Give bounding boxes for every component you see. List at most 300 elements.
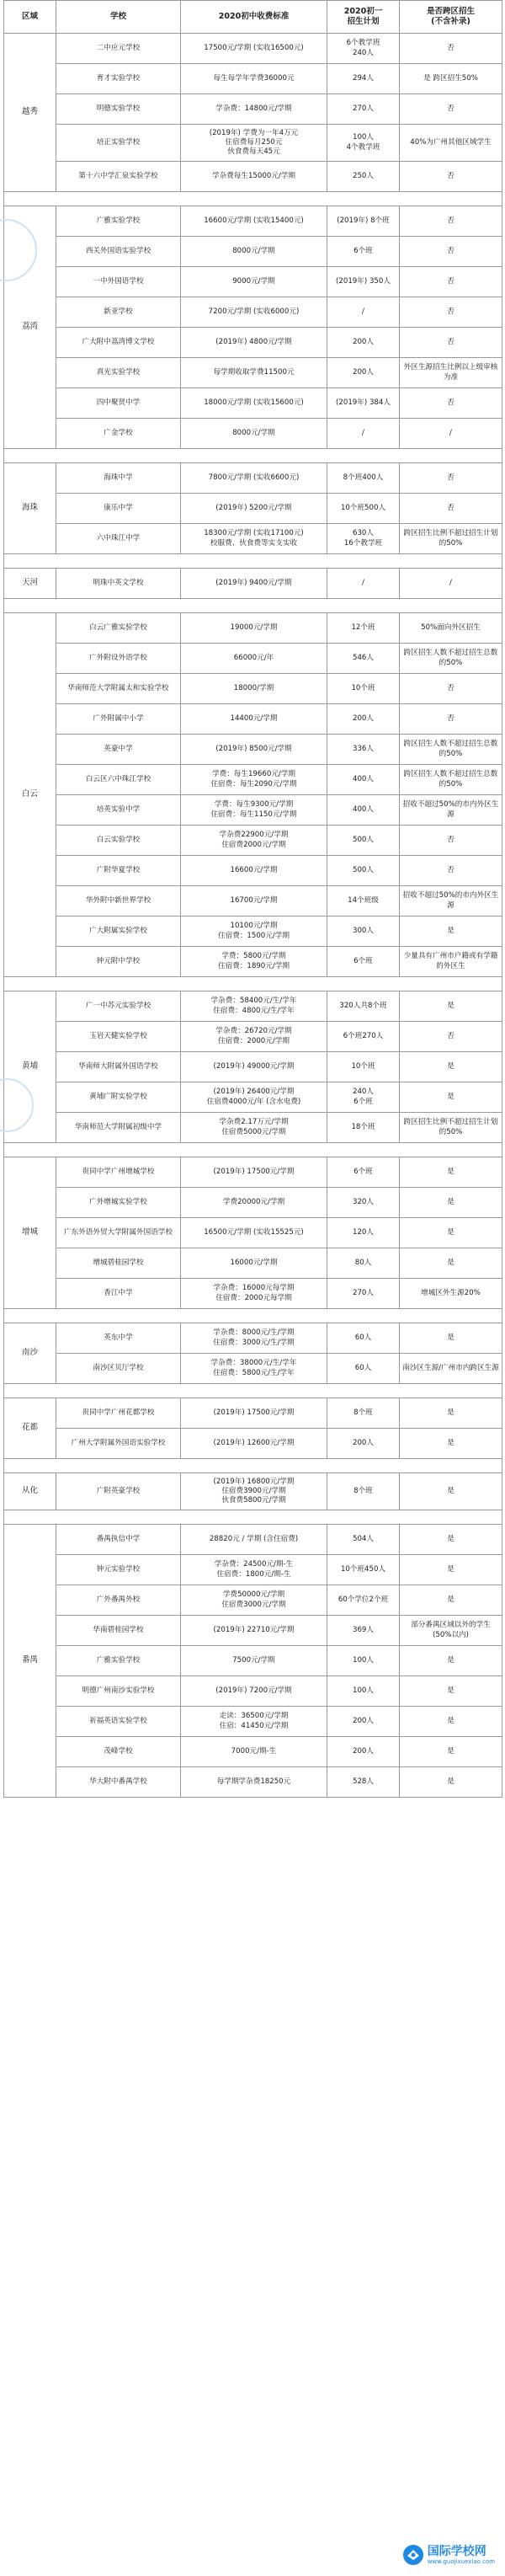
fee-cell: 28820元 / 学期 (含住宿费) [181,1525,327,1555]
separator-cell [4,192,502,206]
school-cell: 华南师范大学附属初级中学 [56,1113,181,1143]
table-row [4,991,502,1022]
group-separator-row [4,449,502,463]
plan-cell: 100人 [327,1676,400,1707]
fee-cell: 17500元/学期 (实收16500元) [181,34,327,64]
cross-district-cell: 否 [400,328,502,358]
cross-district-cell: 50%面向外区招生 [400,613,502,644]
table-row [4,1354,502,1384]
cross-district-cell: 招收不超过50%的市内外区生源 [400,886,502,917]
watermark-logo-icon [402,2544,424,2566]
school-cell: 白云实验学校 [56,826,181,856]
table-row [4,1248,502,1279]
fee-cell: (2019年) 8500元/学期 [181,735,327,765]
school-cell: 贵同中学广州增城学校 [56,1157,181,1188]
cross-district-cell: 是 [400,1555,502,1585]
plan-cell: 369人 [327,1616,400,1646]
plan-cell: 270人 [327,94,400,125]
group-separator-row [4,1510,502,1525]
table-row [4,735,502,765]
table-row [4,388,502,419]
cross-district-cell: 跨区招生人数不超过招生总数的50% [400,765,502,795]
fee-cell: 学杂费：58400元/生/学年 住宿费：4800元/生/学年 [181,991,327,1022]
plan-cell: 630人 16个教学班 [327,524,400,554]
cross-district-cell: 是 [400,1052,502,1082]
table-row [4,94,502,125]
fee-cell: 学杂费：16000元每学期 住宿费：2000元每学期 [181,1279,327,1309]
school-cell: 真光实验学校 [56,358,181,388]
school-cell: 广雅实验学校 [56,1646,181,1676]
plan-cell: 240人 6个班 [327,1082,400,1113]
plan-cell: 100人 [327,1646,400,1676]
school-cell: 英东中学 [56,1323,181,1354]
fee-cell: 学费20000元/学期 [181,1188,327,1218]
fee-cell: 7000元/期-生 [181,1737,327,1767]
table-row [4,1616,502,1646]
separator-cell [4,977,502,991]
fee-cell: 学杂费2.17万元/学期 住宿费5000元/学期 [181,1113,327,1143]
school-cell: 黄埔广附实验学校 [56,1082,181,1113]
cross-district-cell: 跨区招生比例不超过招生计划的50% [400,1113,502,1143]
school-cell: 广一中苏元实验学校 [56,991,181,1022]
plan-cell: 10个班 [327,1052,400,1082]
fee-cell: 每学期学杂费18250元 [181,1767,327,1798]
cross-district-cell: 是 [400,917,502,947]
table-row [4,1052,502,1082]
table-row [4,886,502,917]
fee-cell: 16000元/学期 [181,1248,327,1279]
school-cell: 六中珠江中学 [56,524,181,554]
cross-district-cell: 南沙区生源/广州市内跨区生源 [400,1354,502,1384]
cross-district-cell: 是 [400,1157,502,1188]
cross-district-cell: 是 [400,1398,502,1429]
separator-cell [4,1510,502,1525]
table-row [4,328,502,358]
fee-cell: 8000元/学期 [181,419,327,449]
school-cell: 新亚学校 [56,297,181,328]
table-row [4,1676,502,1707]
plan-cell: 200人 [327,358,400,388]
cross-district-cell: 是 [400,1082,502,1113]
cross-district-cell: 跨区招生人数不超过招生总数的50% [400,735,502,765]
table-row [4,644,502,674]
table-row [4,524,502,554]
cross-district-cell: 否 [400,94,502,125]
plan-cell: 100人 4个教学班 [327,125,400,162]
plan-cell: 6个教学班 240人 [327,34,400,64]
school-cell: 钟元实验学校 [56,1555,181,1585]
district-cell: 花都 [4,1398,56,1459]
table-row [4,826,502,856]
plan-cell: / [327,419,400,449]
group-separator-row [4,192,502,206]
plan-cell: 8个班 [327,1473,400,1510]
table-body [4,34,502,1798]
fee-cell: 14400元/学期 [181,704,327,735]
cross-district-cell: 否 [400,237,502,267]
school-cell: 二中应元学校 [56,34,181,64]
cross-district-cell: 否 [400,674,502,704]
fee-cell: 7200元/学期 (实收6000元) [181,297,327,328]
school-cell: 培英实验中学 [56,795,181,826]
table-row [4,1737,502,1767]
school-cell: 海珠中学 [56,463,181,494]
cross-district-cell: 是 跨区招生50% [400,64,502,94]
school-cell: 香江中学 [56,1279,181,1309]
fee-cell: 学杂费：38000元/生/学年 住宿费：5800元/生/学年 [181,1354,327,1384]
plan-cell: 320人 [327,1188,400,1218]
plan-cell: 200人 [327,1707,400,1737]
table-row [4,1555,502,1585]
table-row [4,297,502,328]
table-row [4,237,502,267]
table-row [4,1279,502,1309]
school-cell: 广大附中荔湾博文学校 [56,328,181,358]
cross-district-cell: 是 [400,1707,502,1737]
plan-cell: 60人 [327,1323,400,1354]
table-row [4,1525,502,1555]
cross-district-cell: 跨区招生比例不超过招生计划的50% [400,524,502,554]
header-cross-district: 是否跨区招生 (不含补录) [400,1,502,34]
table-row [4,267,502,297]
plan-cell: 200人 [327,1429,400,1459]
plan-cell: 120人 [327,1218,400,1248]
table-row [4,765,502,795]
fee-cell: 学杂费：8000元/生/学期 住宿费：3000元/生/学期 [181,1323,327,1354]
plan-cell: 300人 [327,917,400,947]
fee-cell: 学费50000元/学期 住宿费3000元/学期 [181,1585,327,1616]
watermark [397,2542,500,2568]
plan-cell: (2019年) 350人 [327,267,400,297]
fee-cell: (2019年) 5200元/学期 [181,494,327,524]
plan-cell: (2019年) 384人 [327,388,400,419]
school-cell: 华南碧桂园学校 [56,1616,181,1646]
school-cell: 广外增城实验学校 [56,1188,181,1218]
group-separator-row [4,1143,502,1157]
plan-cell: 270人 [327,1279,400,1309]
table-row [4,1022,502,1052]
cross-district-cell: 否 [400,463,502,494]
school-cell: 育才实验学校 [56,64,181,94]
cross-district-cell: 少量具有广州市户籍或有学籍的外区生 [400,947,502,977]
fee-cell: 18000元/学期 (实收15600元) [181,388,327,419]
table-row [4,1113,502,1143]
fee-cell: 学杂费：24500元/期-生 住宿费：1800元/期-生 [181,1555,327,1585]
fee-cell: 9000元/学期 [181,267,327,297]
cross-district-cell: 外区生源招生比例以上级审核为准 [400,358,502,388]
school-cell: 白云广雅实验学校 [56,613,181,644]
cross-district-cell: 40%为广州其他区域学生 [400,125,502,162]
separator-cell [4,1459,502,1473]
district-cell: 越秀 [4,34,56,192]
table-row [4,64,502,94]
school-cell: 贵同中学广州花都学校 [56,1398,181,1429]
school-cell: 钟元附中学校 [56,947,181,977]
table-row [4,358,502,388]
fee-cell: 19000元/学期 [181,613,327,644]
cross-district-cell: 否 [400,34,502,64]
table-row [4,162,502,192]
table-row [4,947,502,977]
school-cell: 广外附属中小学 [56,704,181,735]
table-row [4,1429,502,1459]
school-cell: 康乐中学 [56,494,181,524]
school-cell: 广州大学附属外国语实验学校 [56,1429,181,1459]
table-row [4,1218,502,1248]
school-cell: 明德实验学校 [56,94,181,125]
fee-cell: (2019年) 7200元/学期 [181,1676,327,1707]
school-cell: 明珠中英文学校 [56,569,181,599]
fee-cell: 走读：36500元/学期 住宿：41450元/学期 [181,1707,327,1737]
fee-cell: 16500元/学期 (实收15525元) [181,1218,327,1248]
plan-cell: 10个班500人 [327,494,400,524]
fee-cell: 16600元/学期 (实收15400元) [181,206,327,237]
table-row [4,1323,502,1354]
cross-district-cell: 是 [400,1767,502,1798]
fee-cell: (2019年) 学费为一年4万元 住宿费每月250元 伙食费每天45元 [181,125,327,162]
plan-cell: 294人 [327,64,400,94]
school-cell: 培正实验学校 [56,125,181,162]
group-separator-row [4,1309,502,1323]
table-row [4,1585,502,1616]
fee-cell: (2019年) 9400元/学期 [181,569,327,599]
plan-cell: 500人 [327,856,400,886]
cross-district-cell: 是 [400,1737,502,1767]
district-cell: 番禺 [4,1525,56,1798]
fee-cell: 学杂费：26720元/学期 住宿费：2000元/学期 [181,1022,327,1052]
cross-district-cell: 是 [400,1525,502,1555]
district-cell: 黄埔 [4,991,56,1143]
school-cell: 四中聚贤中学 [56,388,181,419]
school-cell: 第十六中学汇泉实验学校 [56,162,181,192]
fee-cell: 学费：每生19660元/学期 住宿费：每生2090元/学期 [181,765,327,795]
table-row [4,1188,502,1218]
cross-district-cell: 否 [400,826,502,856]
table-row [4,1707,502,1737]
group-separator-row [4,554,502,569]
fee-cell: (2019年) 17500元/学期 [181,1398,327,1429]
plan-cell: (2019年) 8个班 [327,206,400,237]
plan-cell: 6个班 [327,237,400,267]
fee-cell: 学杂费：14800元/学期 [181,94,327,125]
plan-cell: 500人 [327,826,400,856]
school-cell: 华南师范大学附属太和实验学校 [56,674,181,704]
school-cell: 广附英豪学校 [56,1473,181,1510]
cross-district-cell: 跨区招生人数不超过招生总数的50% [400,644,502,674]
cross-district-cell: 是 [400,1188,502,1218]
plan-cell: 320人共8个班 [327,991,400,1022]
school-cell: 华南师大附属外国语学校 [56,1052,181,1082]
school-cell: 英豪中学 [56,735,181,765]
fee-cell: (2019年) 4800元/学期 [181,328,327,358]
school-cell: 祈福英语实验学校 [56,1707,181,1737]
table-row [4,34,502,64]
school-fee-table [3,0,502,1798]
cross-district-cell: 否 [400,206,502,237]
school-cell: 南沙区贝厅学校 [56,1354,181,1384]
cross-district-cell: 是 [400,1323,502,1354]
table-row [4,917,502,947]
school-cell: 广金学校 [56,419,181,449]
plan-cell: 200人 [327,704,400,735]
group-separator-row [4,1459,502,1473]
plan-cell: 400人 [327,765,400,795]
plan-cell: 8个班400人 [327,463,400,494]
school-cell: 广外番禺外校 [56,1585,181,1616]
table-row [4,125,502,162]
separator-cell [4,449,502,463]
district-cell: 南沙 [4,1323,56,1384]
cross-district-cell: 否 [400,162,502,192]
cross-district-cell: 是 [400,1429,502,1459]
plan-cell: 400人 [327,795,400,826]
cross-district-cell: 否 [400,1022,502,1052]
fee-cell: (2019年) 49000元/学期 [181,1052,327,1082]
table-row [4,569,502,599]
fee-cell: 每学期收取学费11500元 [181,358,327,388]
fee-cell: 学费：每生9300元/学期 住宿费：每生1150元/学期 [181,795,327,826]
cross-district-cell: 否 [400,297,502,328]
table-header-row [4,1,502,34]
plan-cell: 60个学位2个班 [327,1585,400,1616]
separator-cell [4,554,502,569]
table-row [4,1398,502,1429]
cross-district-cell: 部分番禺区域以外的学生(50%以内) [400,1616,502,1646]
fee-cell: (2019年) 17500元/学期 [181,1157,327,1188]
header-school: 学校 [56,1,181,34]
plan-cell: / [327,569,400,599]
school-cell: 华大附中番禺学校 [56,1767,181,1798]
fee-cell: (2019年) 26400元/学期 住宿费4000元/年 (含水电费) [181,1082,327,1113]
table-row [4,494,502,524]
plan-cell: / [327,297,400,328]
school-cell: 白云区六中珠江学校 [56,765,181,795]
cross-district-cell: 是 [400,1646,502,1676]
group-separator-row [4,977,502,991]
plan-cell: 12个班 [327,613,400,644]
separator-cell [4,1384,502,1398]
cross-district-cell: 否 [400,388,502,419]
fee-cell: 66000元/年 [181,644,327,674]
cross-district-cell: 增城区外生源20% [400,1279,502,1309]
cross-district-cell: 否 [400,267,502,297]
cross-district-cell: / [400,569,502,599]
header-fee: 2020初中收费标准 [181,1,327,34]
table-row [4,1646,502,1676]
school-cell: 华外附中新世界学校 [56,886,181,917]
school-cell: 西关外国语实验学校 [56,237,181,267]
separator-cell [4,599,502,613]
plan-cell: 14个班级 [327,886,400,917]
plan-cell: 10个班 [327,674,400,704]
fee-cell: 每生每学年学费36000元 [181,64,327,94]
fee-cell: (2019年) 22710元/学期 [181,1616,327,1646]
fee-cell: 16600元/学期 [181,856,327,886]
cross-district-cell: 是 [400,1473,502,1510]
watermark-name: 国际学校网 [427,2544,486,2558]
plan-cell: 336人 [327,735,400,765]
table-row [4,795,502,826]
school-cell: 番禺执信中学 [56,1525,181,1555]
table-row [4,613,502,644]
plan-cell: 60人 [327,1354,400,1384]
school-cell: 广外附设外语学校 [56,644,181,674]
table-row [4,419,502,449]
fee-cell: 学杂费每生15000元/学期 [181,162,327,192]
separator-cell [4,1309,502,1323]
table-row [4,1082,502,1113]
district-cell: 天河 [4,569,56,599]
fee-cell: 学费：5800元/学期 住宿费：1890元/学期 [181,947,327,977]
table-row [4,704,502,735]
plan-cell: 6个班 [327,947,400,977]
fee-cell: 8000元/学期 [181,237,327,267]
table-row [4,1473,502,1510]
plan-cell: 80人 [327,1248,400,1279]
fee-cell: 学杂费22900元/学期 住宿费2000元/学期 [181,826,327,856]
school-cell: 广附华夏学校 [56,856,181,886]
plan-cell: 250人 [327,162,400,192]
plan-cell: 10个班450人 [327,1555,400,1585]
school-cell: 广雅实验学校 [56,206,181,237]
cross-district-cell: 是 [400,1248,502,1279]
school-cell: 广东外语外贸大学附属外国语学校 [56,1218,181,1248]
fee-cell: 10100元/学期 住宿费：1500元/学期 [181,917,327,947]
watermark-domain: www.guojixuexiao.com [427,2557,495,2565]
cross-district-cell: / [400,419,502,449]
school-cell: 一中外国语学校 [56,267,181,297]
school-cell: 增城碧桂园学校 [56,1248,181,1279]
fee-cell: (2019年) 12600元/学期 [181,1429,327,1459]
table-row [4,674,502,704]
plan-cell: 528人 [327,1767,400,1798]
group-separator-row [4,599,502,613]
district-cell: 海珠 [4,463,56,554]
cross-district-cell: 是 [400,991,502,1022]
table-row [4,856,502,886]
school-cell: 广大附属实验学校 [56,917,181,947]
cross-district-cell: 否 [400,704,502,735]
district-cell: 荔湾 [4,206,56,449]
cross-district-cell: 是 [400,1218,502,1248]
district-cell: 白云 [4,613,56,977]
plan-cell: 6个班270人 [327,1022,400,1052]
table-row [4,1767,502,1798]
plan-cell: 6个班 [327,1157,400,1188]
fee-cell: 18000/学期 [181,674,327,704]
plan-cell: 504人 [327,1525,400,1555]
cross-district-cell: 否 [400,856,502,886]
fee-cell: 18300元/学期 (实收17100元) 校服费、伙食费等实支实收 [181,524,327,554]
cross-district-cell: 否 [400,494,502,524]
cross-district-cell: 是 [400,1676,502,1707]
school-cell: 玉岩天健实验学校 [56,1022,181,1052]
plan-cell: 546人 [327,644,400,674]
district-cell: 增城 [4,1157,56,1309]
group-separator-row [4,1384,502,1398]
plan-cell: 8个班 [327,1398,400,1429]
separator-cell [4,1143,502,1157]
table-row [4,1157,502,1188]
header-plan: 2020初一 招生计划 [327,1,400,34]
plan-cell: 18个班 [327,1113,400,1143]
fee-cell: 16700元/学期 [181,886,327,917]
district-cell: 从化 [4,1473,56,1510]
school-cell: 明德广州南沙实验学校 [56,1676,181,1707]
school-cell: 茂峰学校 [56,1737,181,1767]
table-row [4,463,502,494]
plan-cell: 200人 [327,1737,400,1767]
